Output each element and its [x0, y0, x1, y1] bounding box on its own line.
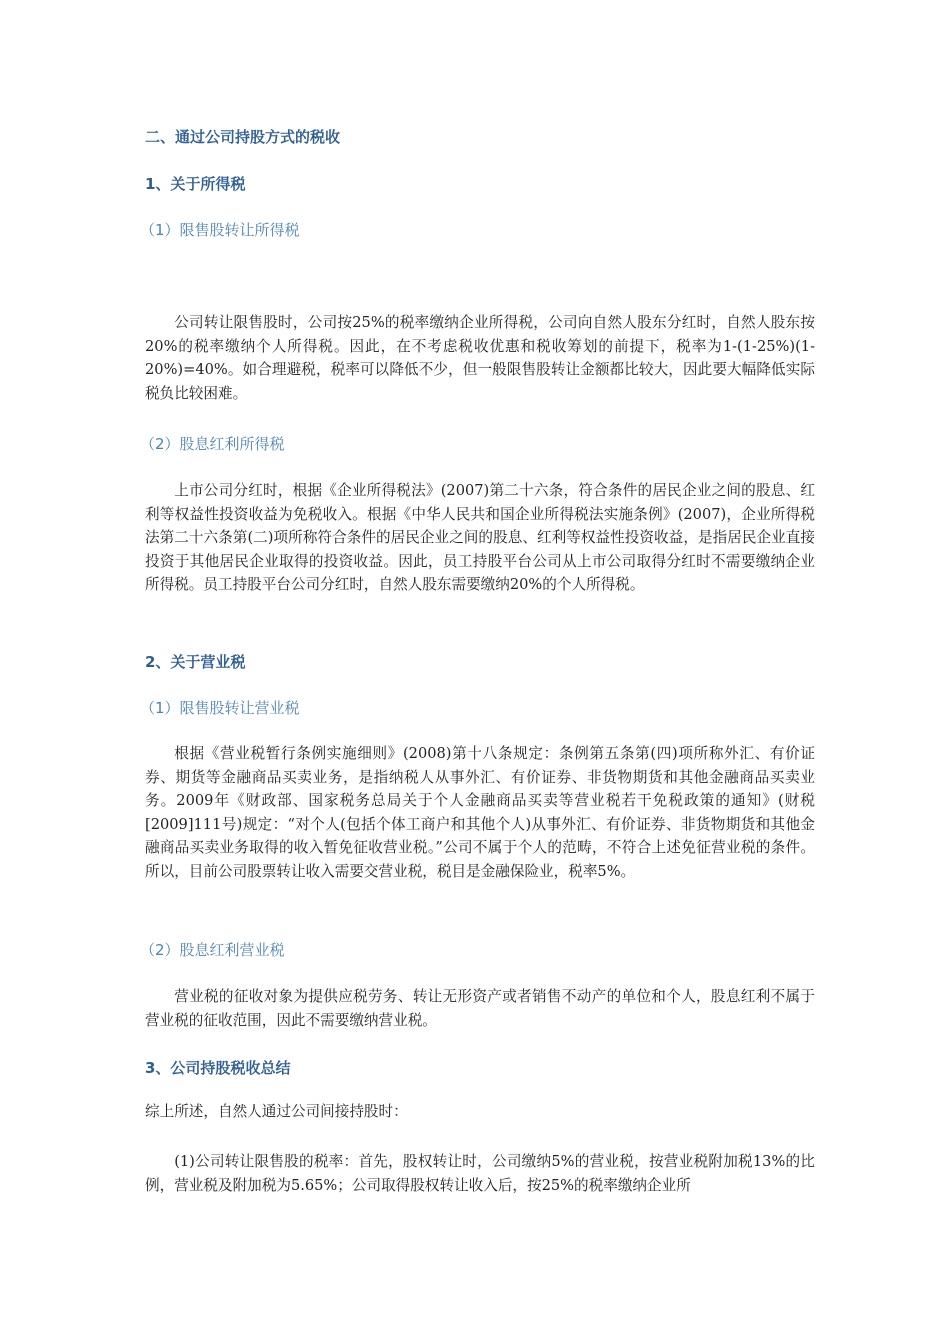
subheading-restricted-share-income-tax: （1）限售股转让所得税 [140, 221, 300, 239]
subheading-dividend-business-tax: （2）股息红利营业税 [140, 941, 285, 959]
subheading-dividend-income-tax: （2）股息红利所得税 [140, 435, 285, 453]
paragraph-restricted-share-income-tax: 公司转让限售股时，公司按25%的税率缴纳企业所得税，公司向自然人股东分红时，自然人股东按20%的税率缴纳个人所得税。因此，在不考虑税收优惠和税收筹划的前提下，税率为1-(1-25%)(1-20%)=40%。如合理避税，税率可以降低不少，但一般限售股转让金额都比较大，因此要大幅降低实际税负比较困难。 [145, 314, 815, 402]
heading-business-tax: 2、关于营业税 [145, 653, 246, 671]
paragraph-dividend-business-tax: 营业税的征收对象为提供应税劳务、转让无形资产或者销售不动产的单位和个人，股息红利不属于营业税的征收范围，因此不需要缴纳营业税。 [145, 988, 815, 1029]
paragraph-summary-item-1: (1)公司转让限售股的税率：首先，股权转让时，公司缴纳5%的营业税，按营业税附加税13%的比例，营业税及附加税为5.65%；公司取得股权转让收入后，按25%的税率缴纳企业所 [145, 1153, 815, 1194]
heading-summary: 3、公司持股税收总结 [145, 1059, 291, 1077]
paragraph-restricted-share-business-tax: 根据《营业税暂行条例实施细则》(2008)第十八条规定：条例第五条第(四)项所称外汇、有价证券、期货等金融商品买卖业务，是指纳税人从事外汇、有价证券、非货物期货和其他金融商品买卖业务。2009年《财政部、国家税务总局关于个人金融商品买卖等营业税若干免税政策的通知》(财税[2009]111号)规定：“对个人(包括个体工商户和其他个人)从事外汇、有价证券、非货物期货和其他金融商品买卖业务取得的收入暂免征收营业税。”公司不属于个人的范畴，不符合上述免征营业税的条件。所以，目前公司股票转让收入需要交营业税，税目是金融保险业，税率5%。 [145, 745, 815, 880]
subheading-restricted-share-business-tax: （1）限售股转让营业税 [140, 699, 300, 717]
section-title: 二、通过公司持股方式的税收 [145, 128, 341, 146]
paragraph-dividend-income-tax: 上市公司分红时，根据《企业所得税法》(2007)第二十六条，符合条件的居民企业之间的股息、红利等权益性投资收益为免税收入。根据《中华人民共和国企业所得税法实施条例》(2007)，企业所得税法第二十六条第(二)项所称符合条件的居民企业之间的股息、红利等权益性投资收益，是指居民企业直接投资于其他居民企业取得的投资收益。因此，员工持股平台公司从上市公司取得分红时不需要缴纳企业所得税。员工持股平台公司分红时，自然人股东需要缴纳20%的个人所得税。 [145, 482, 815, 593]
paragraph-summary-intro: 综上所述，自然人通过公司间接持股时： [145, 1103, 408, 1120]
heading-income-tax: 1、关于所得税 [145, 175, 246, 193]
